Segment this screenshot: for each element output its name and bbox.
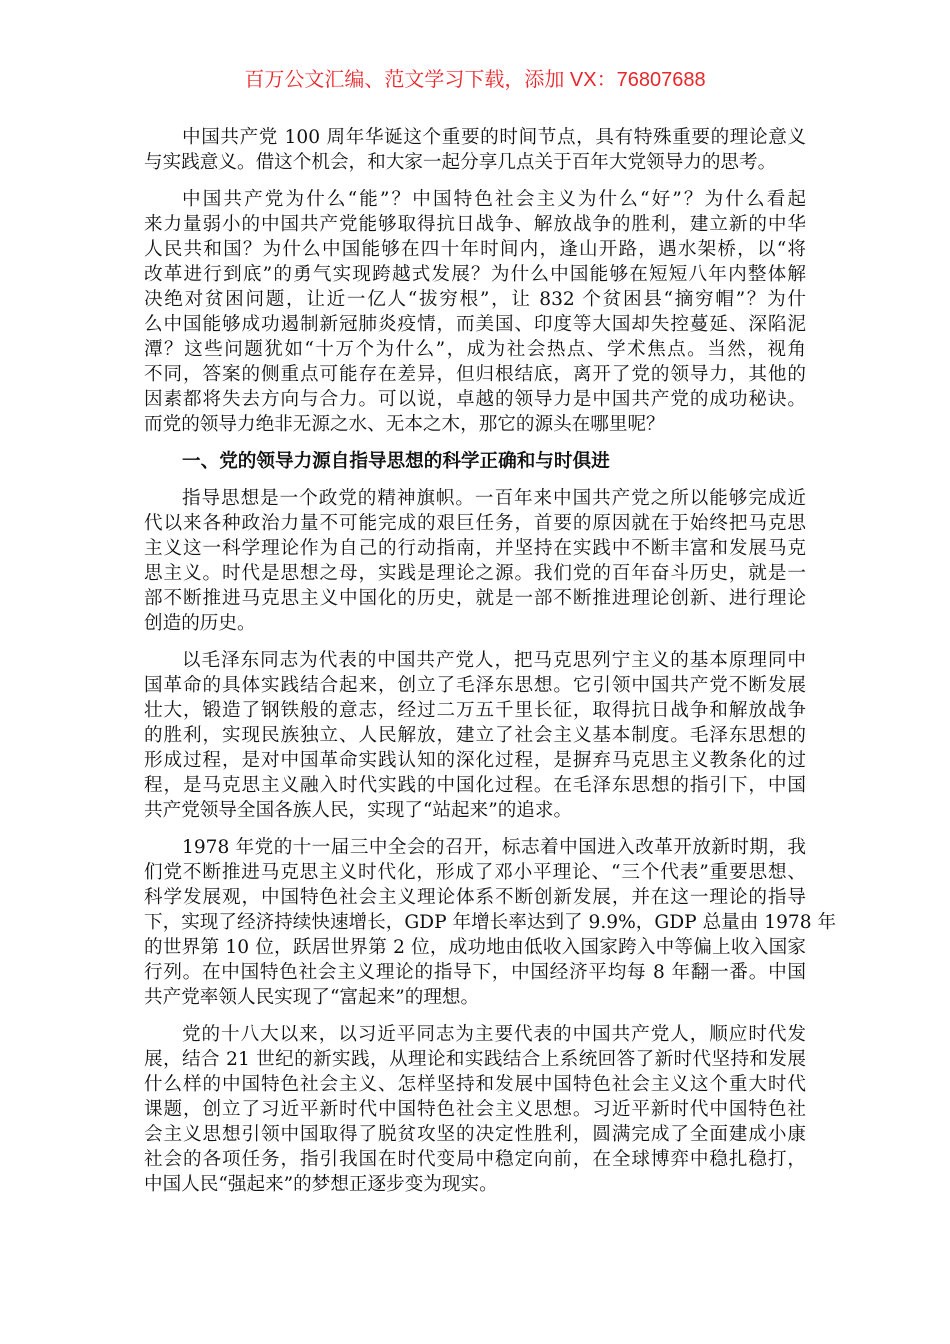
text-line: 部不断推进马克思主义中国化的历史，就是一部不断推进理论创新、进行理论: [144, 588, 806, 609]
watermark-banner: 百万公文汇编、范文学习下载，添加 VX：76807688: [244, 69, 706, 91]
section-heading: [144, 449, 806, 474]
text-line: 以毛泽东同志为代表的中国共产党人，把马克思列宁主义的基本原理同中: [182, 650, 806, 671]
text-line: 么中国能够成功遏制新冠肺炎疫情，而美国、印度等大国却失控蔓延、深陷泥: [144, 314, 806, 335]
text-line: 形成过程，是对中国革命实践认知的深化过程，是摒弃马克思主义教条化的过: [144, 750, 806, 771]
paragraph: [144, 486, 806, 636]
text-line: 展，结合 21 世纪的新实践，从理论和实践结合上系统回答了新时代坚持和发展: [144, 1049, 806, 1070]
text-line: 创造的历史。: [144, 613, 256, 634]
text-line: 党的十八大以来，以习近平同志为主要代表的中国共产党人，顺应时代发: [182, 1024, 806, 1045]
text-line: 而党的领导力绝非无源之水、无本之木，那它的源头在哪里呢？: [144, 414, 665, 435]
text-line: 行列。在中国特色社会主义理论的指导下，中国经济平均每 8 年翻一番。中国: [144, 962, 806, 983]
text-line: 壮大，锻造了钢铁般的意志，经过二万五千里长征，取得抗日战争和解放战争: [144, 700, 806, 721]
text-line: 因素都将失去方向与合力。可以说，卓越的领导力是中国共产党的成功秘诀。: [144, 389, 806, 410]
text-line: 的世界第 10 位，跃居世界第 2 位，成功地由低收入国家跨入中等偏上收入国家: [144, 937, 806, 958]
text-line: 中国共产党为什么“能”？中国特色社会主义为什么“好”？为什么看起: [182, 189, 806, 210]
text-line: 共产党领导全国各族人民，实现了“站起来”的追求。: [144, 800, 573, 821]
text-line: 与实践意义。借这个机会，和大家一起分享几点关于百年大党领导力的思考。: [144, 152, 777, 173]
paragraph: [144, 835, 837, 1010]
text-line: 决绝对贫困问题，让近一亿人“拔穷根”，让 832 个贫困县“摘穷帽”？为什: [144, 289, 806, 310]
document-body: [144, 125, 837, 1209]
text-line: 中国人民“强起来”的梦想正逐步变为现实。: [144, 1174, 498, 1195]
text-line: 科学发展观，中国特色社会主义理论体系不断创新发展，并在这一理论的指导: [144, 887, 806, 908]
text-line: 不同，答案的侧重点可能存在差异，但归根结底，离开了党的领导力，其他的: [144, 364, 806, 385]
text-line: 会主义思想引领中国取得了脱贫攻坚的决定性胜利，圆满完成了全面建成小康: [144, 1124, 806, 1145]
text-line: 什么样的中国特色社会主义、怎样坚持和发展中国特色社会主义这个重大时代: [144, 1074, 806, 1095]
paragraph: [144, 648, 806, 823]
text-line: 的胜利，实现民族独立、人民解放，建立了社会主义基本制度。毛泽东思想的: [144, 725, 806, 746]
paragraph: [144, 125, 806, 175]
text-line: 一、党的领导力源自指导思想的科学正确和与时俱进: [182, 451, 610, 472]
text-line: 下，实现了经济持续快速增长，GDP 年增长率达到了 9.9%，GDP 总量由 1978 年: [144, 912, 837, 933]
text-line: 共产党率领人民实现了“富起来”的理想。: [144, 987, 480, 1008]
text-line: 代以来各种政治力量不可能完成的艰巨任务，首要的原因就在于始终把马克思: [144, 513, 806, 534]
text-line: 课题，创立了习近平新时代中国特色社会主义思想。习近平新时代中国特色社: [144, 1099, 806, 1120]
text-line: 中国共产党 100 周年华诞这个重要的时间节点，具有特殊重要的理论意义: [182, 127, 806, 148]
text-line: 思主义。时代是思想之母，实践是理论之源。我们党的百年奋斗历史，就是一: [144, 563, 806, 584]
text-line: 潭？这些问题犹如“十万个为什么”，成为社会热点、学术焦点。当然，视角: [144, 339, 806, 360]
text-line: 国革命的具体实践结合起来，创立了毛泽东思想。它引领中国共产党不断发展: [144, 675, 806, 696]
paragraph: [144, 1022, 806, 1197]
text-line: 来力量弱小的中国共产党能够取得抗日战争、解放战争的胜利，建立新的中华: [144, 214, 806, 235]
text-line: 程，是马克思主义融入时代实践的中国化过程。在毛泽东思想的指引下，中国: [144, 775, 806, 796]
text-line: 社会的各项任务，指引我国在时代变局中稳定向前，在全球博弈中稳扎稳打，: [144, 1149, 806, 1170]
paragraph: [144, 187, 806, 437]
text-line: 改革进行到底”的勇气实现跨越式发展？为什么中国能够在短短八年内整体解: [144, 264, 806, 285]
text-line: 们党不断推进马克思主义时代化，形成了邓小平理论、“三个代表”重要思想、: [144, 862, 806, 883]
text-line: 主义这一科学理论作为自己的行动指南，并坚持在实践中不断丰富和发展马克: [144, 538, 806, 559]
text-line: 指导思想是一个政党的精神旗帜。一百年来中国共产党之所以能够完成近: [182, 488, 806, 509]
text-line: 人民共和国？为什么中国能够在四十年时间内，逢山开路，遇水架桥，以“将: [144, 239, 806, 260]
text-line: 1978 年党的十一届三中全会的召开，标志着中国进入改革开放新时期，我: [182, 837, 806, 858]
